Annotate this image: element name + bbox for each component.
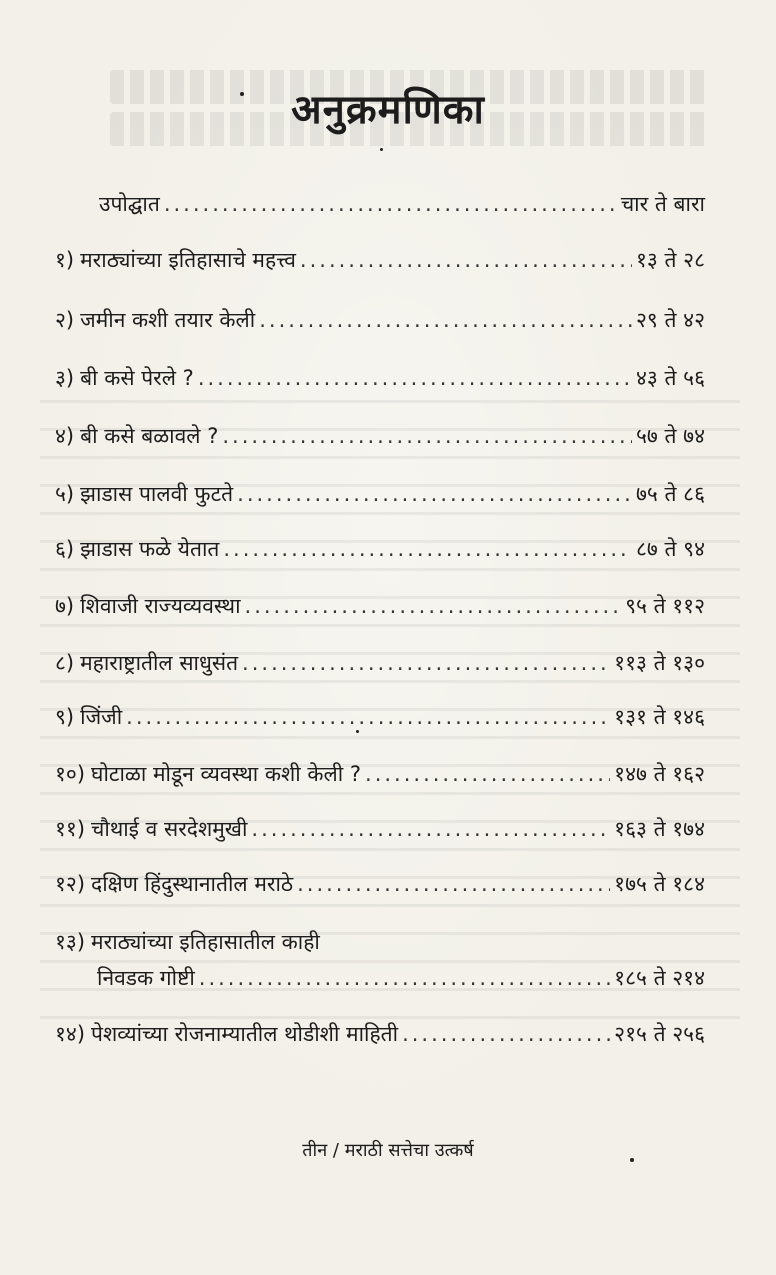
print-speck [380,148,383,151]
toc-entry-label: घोटाळा मोडून व्यवस्था कशी केली ? [91,762,362,786]
toc-entry-label: दक्षिण हिंदुस्थानातील मराठे [91,872,294,896]
toc-entry-number: ११) [55,817,86,841]
toc-entry-9 [55,703,705,743]
leader-dots [223,537,632,561]
leader-dots [365,762,610,786]
toc-entry-label: मराठ्यांच्या इतिहासातील काही [91,930,320,954]
page-footer: तीन / मराठी सत्तेचा उत्कर्ष [302,1140,474,1161]
toc-entry-label: जमीन कशी तयार केली [80,308,256,332]
print-speck [630,1158,634,1162]
toc-entry-7 [55,592,705,632]
toc-entry-5 [55,480,705,520]
toc-entry-pages: १८५ ते २१४ [614,966,705,990]
toc-entry-12 [55,870,705,910]
toc-entry-13-continued [55,964,705,1004]
leader-dots [242,651,610,675]
leader-dots [198,366,632,390]
toc-entry-number: १) [55,248,75,272]
toc-entry-label: महाराष्ट्रातील साधुसंत [80,651,239,675]
toc-entry-number: ८) [55,651,75,675]
toc-entry-number: २) [55,308,75,332]
toc-entry-number: ७) [55,594,75,618]
leader-dots [259,308,632,332]
print-speck [240,92,244,96]
toc-entry-number: १०) [55,762,86,786]
toc-entry-13 [55,928,705,968]
toc-entry-number: १३) [55,930,86,954]
toc-entry-number: १४) [55,1022,86,1046]
leader-dots [237,482,632,506]
toc-entry-pages: ८७ ते ९४ [635,537,705,561]
toc-entry-8 [55,649,705,689]
toc-entry-2 [55,306,705,346]
toc-entry-label: पेशव्यांच्या रोजनाम्यातील थोडीशी माहिती [91,1022,399,1046]
leader-dots [402,1022,610,1046]
toc-entry-label: बी कसे पेरले ? [80,366,194,390]
toc-entry-1 [55,246,705,286]
toc-entry-pages: ४३ ते ५६ [635,366,705,390]
toc-entry-pages: १६३ ते १७४ [614,817,705,841]
toc-entry-label: बी कसे बळावले ? [80,424,219,448]
toc-entry-introduction [55,190,705,230]
page-title: अनुक्रमणिका [291,87,485,133]
toc-entry-label: उपोद्घात [99,192,160,216]
toc-entry-number: १२) [55,872,86,896]
toc-entry-14 [55,1020,705,1060]
toc-entry-11 [55,815,705,855]
toc-entry-10 [55,760,705,800]
toc-entry-pages: ११३ ते १३० [614,651,705,675]
leader-dots [251,817,610,841]
toc-entry-pages: १४७ ते १६२ [614,762,705,786]
toc-entry-label: झाडास फळे येतात [80,537,220,561]
leader-dots [297,872,610,896]
toc-entry-number: ३) [55,366,75,390]
toc-entry-label: मराठ्यांच्या इतिहासाचे महत्त्व [80,248,296,272]
toc-entry-label: चौथाई व सरदेशमुखी [91,817,248,841]
toc-entry-label: झाडास पालवी फुटते [80,482,234,506]
leader-dots [199,966,610,990]
leader-dots [164,192,617,216]
toc-entry-6 [55,535,705,575]
toc-entry-pages: ९५ ते ११२ [625,594,705,618]
leader-dots [300,248,632,272]
toc-entry-label: शिवाजी राज्यव्यवस्था [80,594,241,618]
leader-dots [245,594,622,618]
toc-entry-number: ९) [55,705,75,729]
leader-dots [222,424,632,448]
leader-dots [126,705,610,729]
toc-entry-pages: चार ते बारा [620,192,705,216]
toc-entry-number: ६) [55,537,75,561]
toc-entry-pages: १७५ ते १८४ [614,872,705,896]
toc-entry-4 [55,422,705,462]
toc-entry-pages: ७५ ते ८६ [635,482,705,506]
toc-entry-pages: १३ ते २८ [635,248,705,272]
print-speck [356,730,359,733]
toc-entry-3 [55,364,705,404]
toc-entry-label: जिंजी [80,705,123,729]
toc-entry-pages: १३१ ते १४६ [614,705,705,729]
toc-entry-pages: २९ ते ४२ [635,308,705,332]
toc-entry-pages: ५७ ते ७४ [635,424,705,448]
toc-entry-label-line2: निवडक गोष्टी [97,966,195,990]
toc-entry-number: ५) [55,482,75,506]
toc-entry-pages: २१५ ते २५६ [614,1022,705,1046]
toc-entry-number: ४) [55,424,75,448]
